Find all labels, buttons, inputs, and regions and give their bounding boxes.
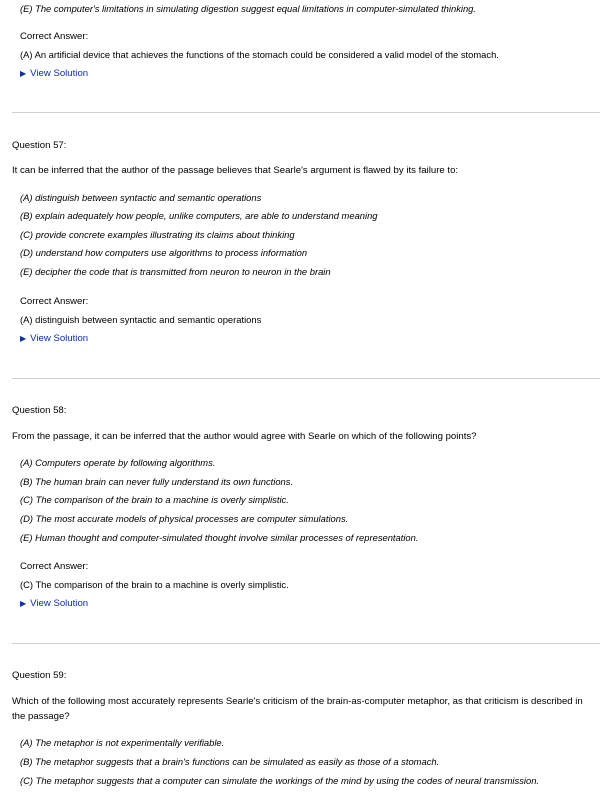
prev-correct-label: Correct Answer: xyxy=(20,31,89,42)
question-57-option-a: (A) distinguish between syntactic and semantic operations xyxy=(20,192,262,203)
separator xyxy=(12,112,600,113)
question-58-number: Question 58: xyxy=(12,405,67,416)
question-57-text: It can be inferred that the author of the passage believes that Searle's argument is flawed by its failure to: xyxy=(12,165,459,176)
question-59-text: Which of the following most accurately represents Searle's criticism of the brain-as-computer metaphor, as that criticism is described in the passage? xyxy=(12,696,583,722)
separator xyxy=(12,643,600,644)
prev-correct-answer: (A) An artificial device that achieves the functions of the stomach could be considered a valid model of the stomach. xyxy=(20,49,499,60)
question-59-option-c: (C) The metaphor suggests that a computer can simulate the workings of the mind by using the codes of neural transmission. xyxy=(20,775,540,786)
question-59-option-b: (B) The metaphor suggests that a brain's functions can be simulated as easily as those of a stomach. xyxy=(20,756,440,767)
question-58-option-a: (A) Computers operate by following algorithms. xyxy=(20,457,216,468)
question-57-option-b: (B) explain adequately how people, unlike computers, are able to understand meaning xyxy=(20,210,378,221)
question-58-correct-label: Correct Answer: xyxy=(20,561,89,572)
question-58-view-solution-link[interactable]: ▶ View Solution xyxy=(20,598,89,609)
question-58-correct-answer: (C) The comparison of the brain to a machine is overly simplistic. xyxy=(20,579,289,590)
question-57-correct-answer: (A) distinguish between syntactic and semantic operations xyxy=(20,314,262,325)
question-57-option-c: (C) provide concrete examples illustrating its claims about thinking xyxy=(20,229,295,240)
question-57-option-e: (E) decipher the code that is transmitted from neuron to neuron in the brain xyxy=(20,266,331,277)
question-58-text: From the passage, it can be inferred that the author would agree with Searle on which of the following points? xyxy=(12,431,477,442)
question-59-option-a: (A) The metaphor is not experimentally verifiable. xyxy=(20,737,225,748)
question-58-option-c: (C) The comparison of the brain to a machine is overly simplistic. xyxy=(20,494,289,505)
triangle-right-icon: ▶ xyxy=(20,599,27,608)
separator xyxy=(12,378,600,379)
question-58-option-e: (E) Human thought and computer-simulated thought involve similar processes of representation. xyxy=(20,532,419,543)
question-58-option-b: (B) The human brain can never fully understand its own functions. xyxy=(20,476,294,487)
question-57-view-solution-link[interactable]: ▶ View Solution xyxy=(20,333,89,344)
question-57-correct-label: Correct Answer: xyxy=(20,296,89,307)
question-59-number: Question 59: xyxy=(12,670,67,681)
question-57-number: Question 57: xyxy=(12,140,67,151)
question-57-option-d: (D) understand how computers use algorithms to process information xyxy=(20,247,308,258)
triangle-right-icon: ▶ xyxy=(20,334,27,343)
triangle-right-icon: ▶ xyxy=(20,69,27,78)
question-58-option-d: (D) The most accurate models of physical processes are computer simulations. xyxy=(20,513,349,524)
prev-option-e: (E) The computer's limitations in simulating digestion suggest equal limitations in computer-simulated thinking. xyxy=(20,3,476,14)
prev-view-solution-link[interactable]: ▶ View Solution xyxy=(20,68,89,79)
